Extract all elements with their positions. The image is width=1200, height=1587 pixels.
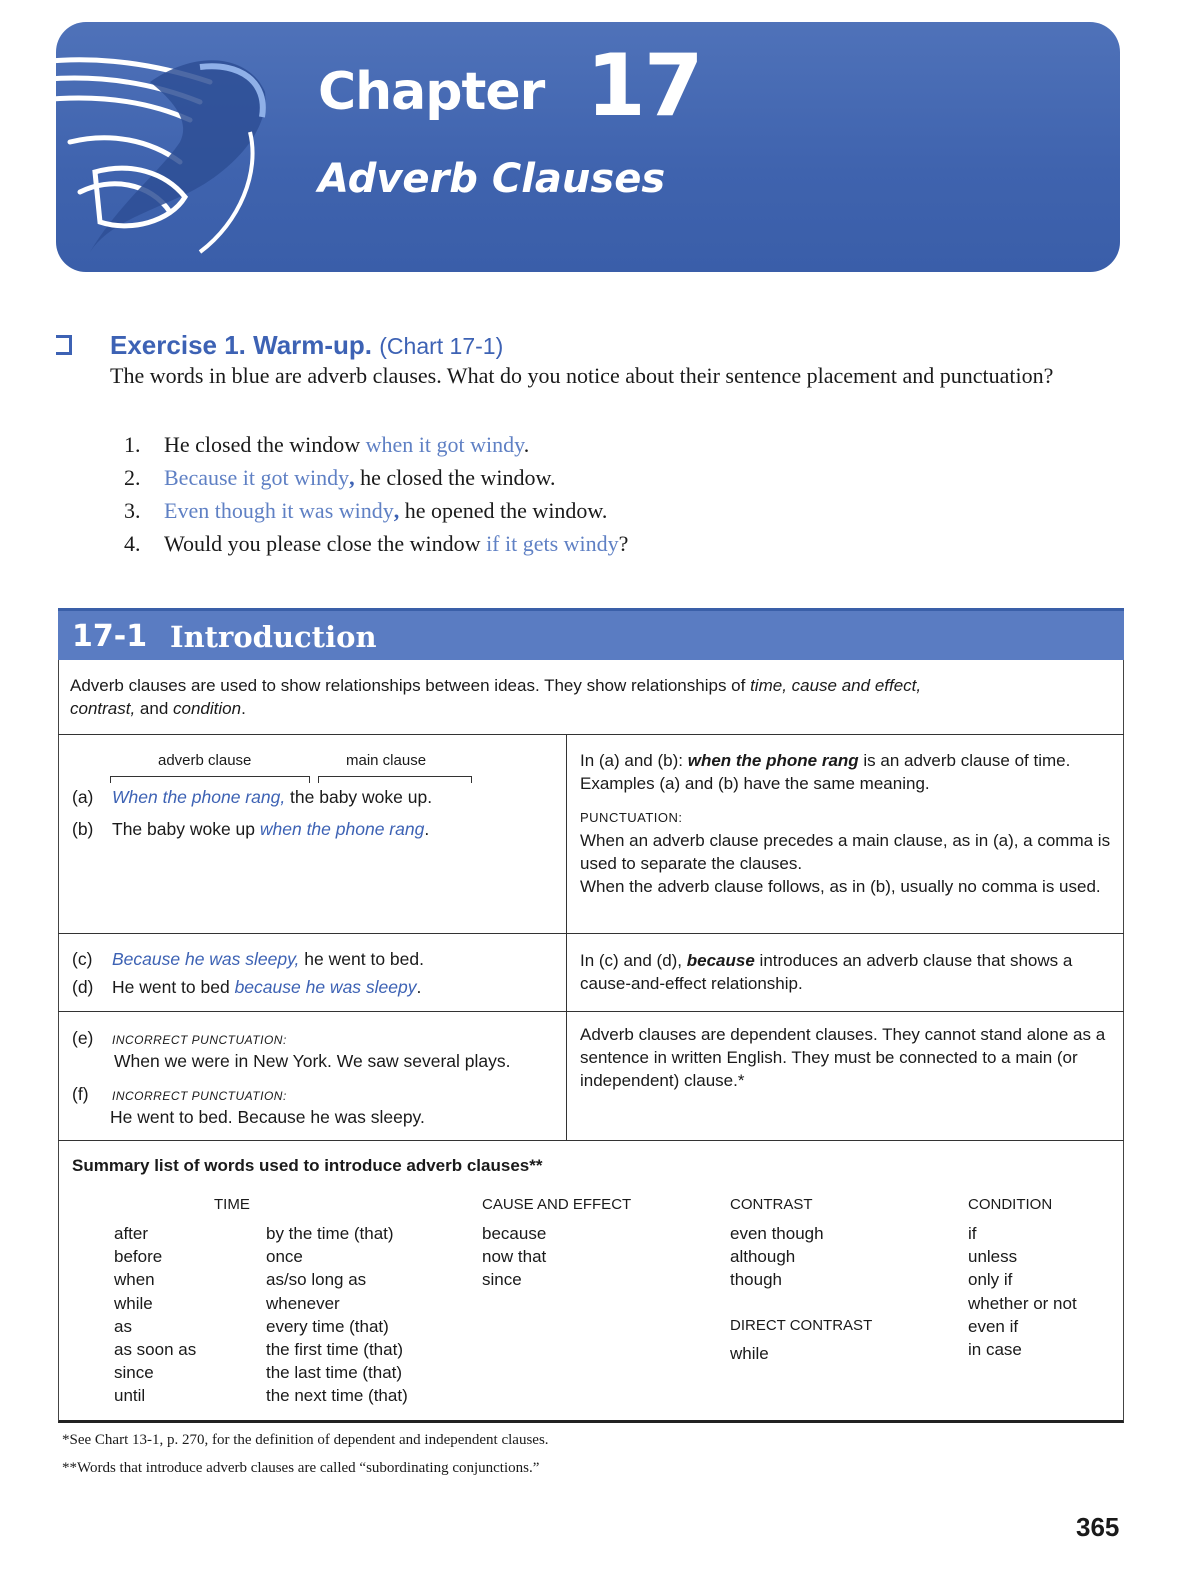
time-heading: TIME [214,1196,250,1213]
chapter-number: 17 [586,36,702,136]
exercise-checkbox[interactable] [56,335,72,355]
footnote-2: **Words that introduce adverb clauses are called “subordinating conjunctions.” [62,1460,540,1476]
footnote-1: *See Chart 13-1, p. 270, for the definition of dependent and independent clauses. [62,1432,549,1448]
exercise-title [110,330,503,361]
adverb-clause-bracket [110,776,310,784]
row-divider [58,933,1124,934]
label-adverb-clause: adverb clause [158,752,252,769]
example-b: (b) The baby woke up when the phone rang. [72,819,430,839]
list-item: 2. Because it got windy, he closed the window. [124,465,556,490]
list-item: 1. He closed the window when it got windy. [124,432,530,457]
punctuation-rule-2: When the adverb clause follows, as in (b), usually no comma is used. [580,877,1101,896]
swallow-bird-icon [0,22,320,272]
example-d: (d) He went to bed because he was sleepy. [72,977,422,997]
cause-heading: CAUSE AND EFFECT [482,1196,632,1213]
example-f: (f) INCORRECT PUNCTUATION: [72,1084,287,1104]
cause-words: because now that since [482,1224,547,1290]
exercise-heading: Exercise 1. Warm-up. [110,330,373,360]
row-divider [58,734,1124,735]
example-c: (c) Because he was sleepy, he went to bed. [72,949,424,969]
time-words-2: by the time (that) once as/so long as whenever every time (that) the first time (that) the last time (that) the next time (that) [266,1224,408,1406]
example-f-text: He went to bed. Because he was sleepy. [110,1107,425,1127]
explanation-c-d: In (c) and (d), because introduces an adverb clause that shows a cause-and-effect relationship. [580,951,1073,993]
example-a: (a) When the phone rang, the baby woke up. [72,787,433,807]
contrast-heading: CONTRAST [730,1196,813,1213]
row-divider [58,1140,1124,1141]
label-main-clause: main clause [346,752,427,769]
example-e-text: When we were in New York. We saw several plays. [114,1051,511,1071]
exercise-list [110,432,910,564]
list-item: 3. Even though it was windy, he opened the window. [124,498,608,523]
example-e: (e) INCORRECT PUNCTUATION: [72,1028,287,1048]
explanation-e-f: Adverb clauses are dependent clauses. They cannot stand alone as a sentence in written English. They must be connected to a main (or independent) clause.* [580,1025,1106,1090]
exercise-instructions: The words in blue are adverb clauses. What do you notice about their sentence placement and punctuation? [110,363,1054,388]
chart-header [58,608,1124,660]
punctuation-rule-1: When an adverb clause precedes a main clause, as in (a), a comma is used to separate the clauses. [580,831,1111,873]
time-words-1: after before when while as as soon as since until [114,1224,197,1406]
chapter-label: Chapter [318,62,545,122]
direct-contrast-heading: DIRECT CONTRAST [730,1317,873,1334]
chart-intro: Adverb clauses are used to show relationships between ideas. They show relationships of time, cause and effect, contrast, and condition. [70,676,922,718]
summary-title: Summary list of words used to introduce adverb clauses** [72,1156,543,1175]
row-divider [58,1011,1124,1012]
condition-heading: CONDITION [968,1196,1053,1213]
punctuation-label: PUNCTUATION: [580,810,683,825]
exercise-chart-ref: (Chart 17-1) [379,333,504,359]
explanation-a-b: In (a) and (b): when the phone rang is an adverb clause of time. Examples (a) and (b) have the same meaning. [580,751,1071,793]
page-number: 365 [1076,1512,1120,1542]
contrast-words: even though although though [730,1224,824,1290]
chapter-title: Adverb Clauses [318,156,666,202]
chart-title: Introduction [170,620,377,654]
direct-contrast-words: while [730,1344,769,1363]
main-clause-bracket [318,776,472,784]
list-item: 4. Would you please close the window if it gets windy? [124,531,629,556]
chart-number: 17-1 [72,619,148,654]
column-divider [566,734,567,1140]
condition-words: if unless only if whether or not even if in case [968,1224,1077,1360]
